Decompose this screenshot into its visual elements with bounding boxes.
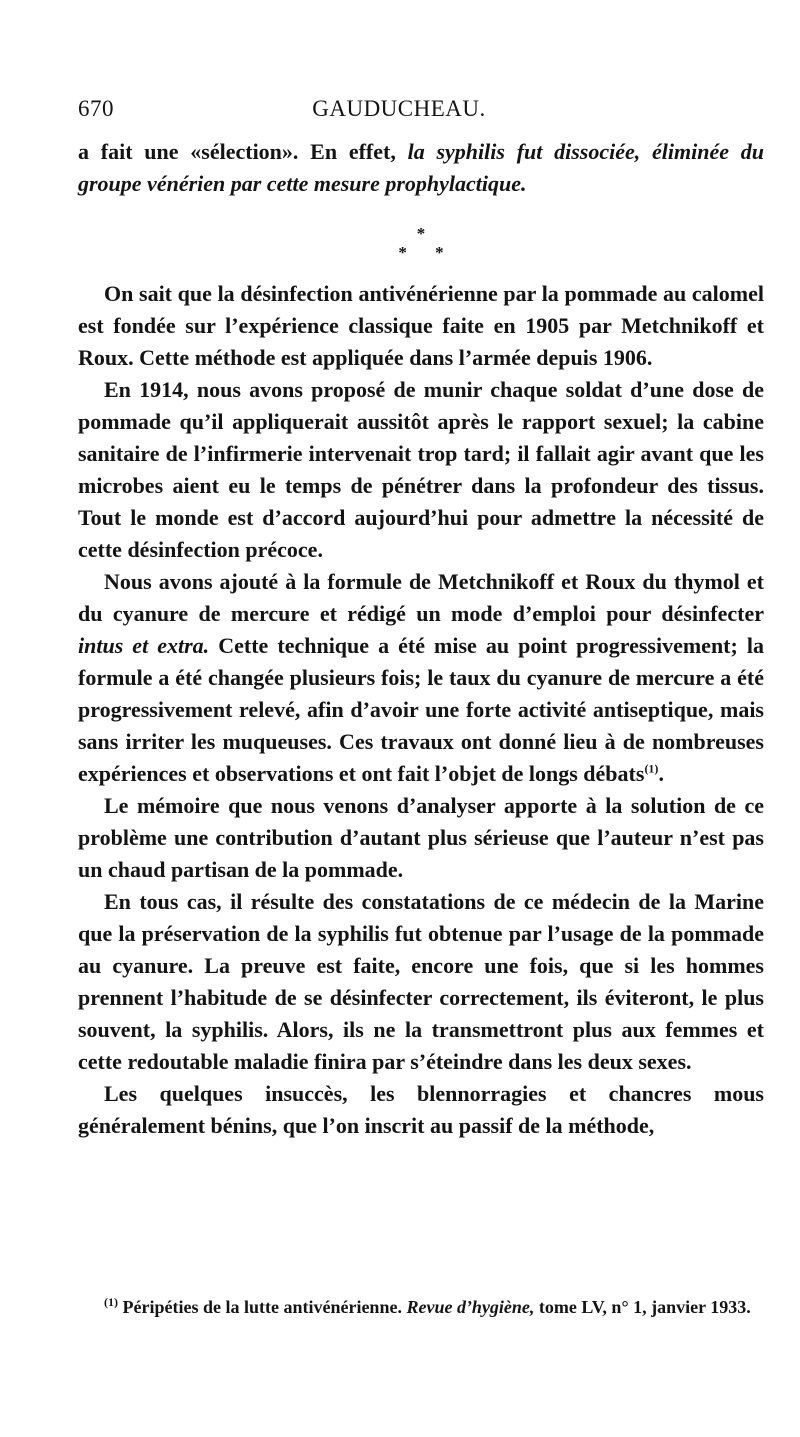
section-break-asterism — [78, 224, 764, 262]
asterism-bottom: * * — [398, 243, 456, 262]
paragraph-3-text-c: . — [658, 761, 664, 786]
footnote-text — [78, 1295, 764, 1320]
paragraph-4: Le mémoire que nous venons d’analyser apporte à la solution de ce problème une contribution d’autant plus sérieuse que l’auteur n’est pas un chaud partisan de la pommade. — [78, 793, 764, 882]
paragraph-0 — [78, 136, 764, 200]
paragraph-3-text-a: Nous avons ajouté à la formule de Metchnikoff et Roux du thymol et du cyanure de mercure et rédigé un mode d’emploi pour désinfecter — [78, 569, 764, 626]
asterism-top: * — [416, 224, 438, 243]
paragraph-3 — [78, 566, 764, 790]
body-text — [78, 136, 764, 1142]
footnote-text-b: tome LV, n° 1, janvier 1933. — [534, 1297, 751, 1317]
footnote — [78, 1295, 764, 1320]
paragraph-1: On sait que la désinfection antivénérienne par la pommade au calomel est fondée sur l’expérience classique faite en 1905 par Metchnikoff et Roux. Cette méthode est appliquée dans l’armée depuis 1906. — [78, 281, 764, 370]
page-number: 670 — [78, 96, 114, 121]
paragraph-2: En 1914, nous avons proposé de munir chaque soldat d’une dose de pommade qu’il appliquerait aussitôt après le rapport sexuel; la cabine sanitaire de l’infirmerie intervenait trop tard; il fallait agir avant que les microbes aient eu le temps de pénétrer dans la profondeur des tissus. Tout le monde est d’accord aujourd’hui pour admettre la nécessité de cette désinfection précoce. — [78, 377, 764, 562]
page-header — [78, 96, 720, 126]
paragraph-0-italic: la syphilis fut dissociée, éliminée du groupe vénérien par cette mesure prophylactique. — [78, 139, 764, 196]
footnote-text-a: Péripéties de la lutte antivénérienne. — [118, 1297, 407, 1317]
footnote-marker: (1) — [104, 1295, 118, 1309]
footnote-journal: Revue d’hygiène, — [406, 1297, 535, 1317]
paragraph-0-text: a fait une «sélection». En effet, — [78, 139, 408, 164]
paragraph-3-italic: intus et extra. — [78, 633, 210, 658]
paragraph-3-text-b: Cette technique a été mise au point progressivement; la formule a été changée plusieurs fois; le taux du cyanure de mercure a été progressivement relevé, afin d’avoir une forte activité antiseptique, mais sans irriter les muqueuses. Ces travaux ont donné lieu à de nombreuses expériences et observations et ont fait l’objet de longs débats — [78, 633, 764, 786]
footnote-reference: (1) — [644, 761, 659, 776]
paragraph-5: En tous cas, il résulte des constatations de ce médecin de la Marine que la préservation de la syphilis fut obtenue par l’usage de la pommade au cyanure. La preuve est faite, encore une fois, que si les hommes prennent l’habitude de se désinfecter correctement, ils éviteront, le plus souvent, la syphilis. Alors, ils ne la transmettront plus aux femmes et cette redoutable maladie finira par s’éteindre dans les deux sexes. — [78, 889, 764, 1074]
paragraph-6: Les quelques insuccès, les blennorragies et chancres mous généralement bénins, que l’on inscrit au passif de la méthode, — [78, 1081, 764, 1138]
running-head: GAUDUCHEAU. — [312, 96, 486, 121]
